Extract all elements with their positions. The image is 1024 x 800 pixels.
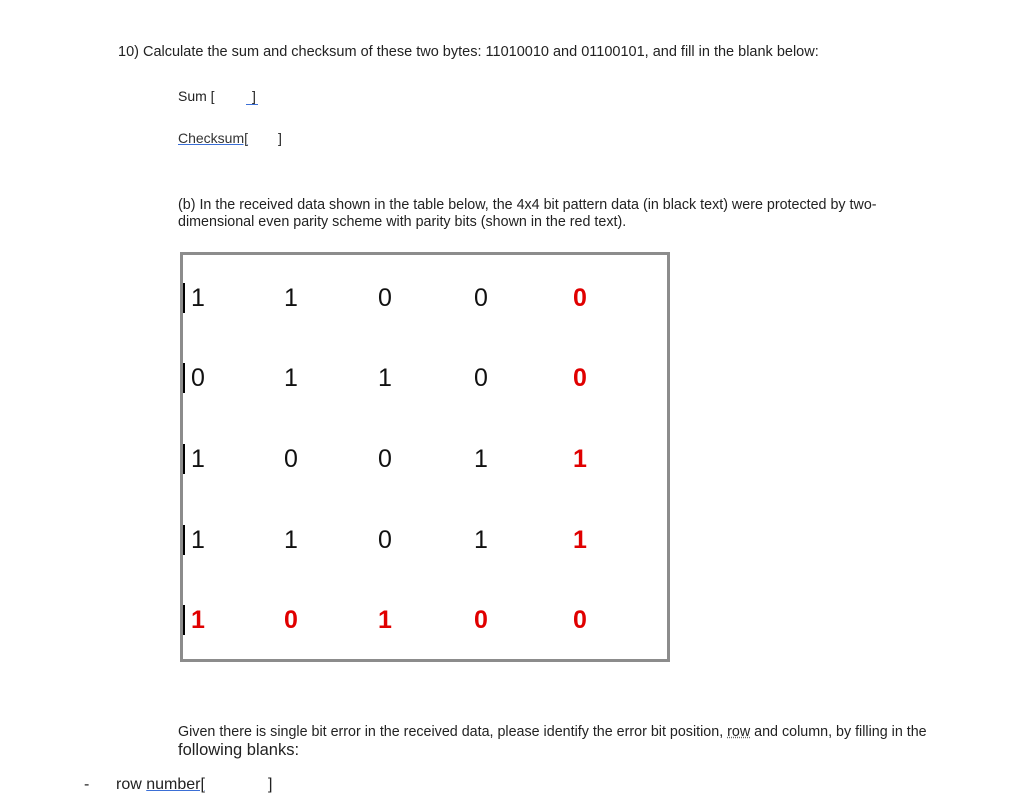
- data-bit-cell: 1: [474, 526, 488, 554]
- row-number-blank[interactable]: ]: [268, 776, 273, 793]
- list-dash: -: [84, 776, 90, 793]
- row-prefix: row: [116, 776, 147, 793]
- sum-label: Sum [: [178, 88, 215, 104]
- data-bit-cell: 1: [191, 526, 205, 554]
- data-bit-cell: 0: [474, 284, 488, 312]
- data-bit-cell: 0: [474, 364, 488, 392]
- data-bit-cell: 1: [191, 284, 205, 312]
- given-instructions: [178, 723, 938, 760]
- parity-bit-cell: 1: [573, 526, 587, 554]
- parity-bit-cell: 1: [191, 606, 205, 634]
- checksum-label: Checksum[: [178, 130, 249, 146]
- data-bit-cell: 1: [378, 364, 392, 392]
- data-bit-cell: 1: [284, 284, 298, 312]
- data-bit-cell: 0: [284, 445, 298, 473]
- parity-table: [180, 252, 670, 662]
- row-number-label: [116, 776, 205, 794]
- given-text-b: and column, by filling in the: [750, 724, 927, 740]
- parity-bit-cell: 1: [573, 445, 587, 473]
- data-bit-cell: 0: [378, 445, 392, 473]
- parity-bit-cell: 0: [284, 606, 298, 634]
- part-b-text: (b) In the received data shown in the table below, the 4x4 bit pattern data (in black text) were protected by two-dimensional even parity scheme with parity bits (shown in the red text).: [178, 197, 877, 230]
- checksum-blank[interactable]: ]: [278, 130, 282, 146]
- given-text-c: following blanks:: [178, 741, 300, 759]
- data-bit-cell: 0: [378, 526, 392, 554]
- parity-bit-cell: 0: [573, 606, 587, 634]
- question-title: 10) Calculate the sum and checksum of these two bytes: 11010010 and 01100101, and fill in the blank below:: [118, 44, 819, 60]
- data-bit-cell: 0: [378, 284, 392, 312]
- parity-bit-cell: 0: [573, 284, 587, 312]
- data-bit-cell: 1: [284, 364, 298, 392]
- parity-bit-cell: 1: [378, 606, 392, 634]
- data-bit-cell: 0: [191, 364, 205, 392]
- parity-bit-cell: 0: [573, 364, 587, 392]
- sum-blank[interactable]: ]: [246, 88, 258, 105]
- data-bit-cell: 1: [191, 445, 205, 473]
- given-row-word: row: [727, 724, 751, 740]
- given-text-a: Given there is single bit error in the received data, please identify the error bit position,: [178, 724, 728, 740]
- data-bit-cell: 1: [284, 526, 298, 554]
- row-number-word: number[: [146, 776, 205, 793]
- parity-bit-cell: 0: [474, 606, 488, 634]
- data-bit-cell: 1: [474, 445, 488, 473]
